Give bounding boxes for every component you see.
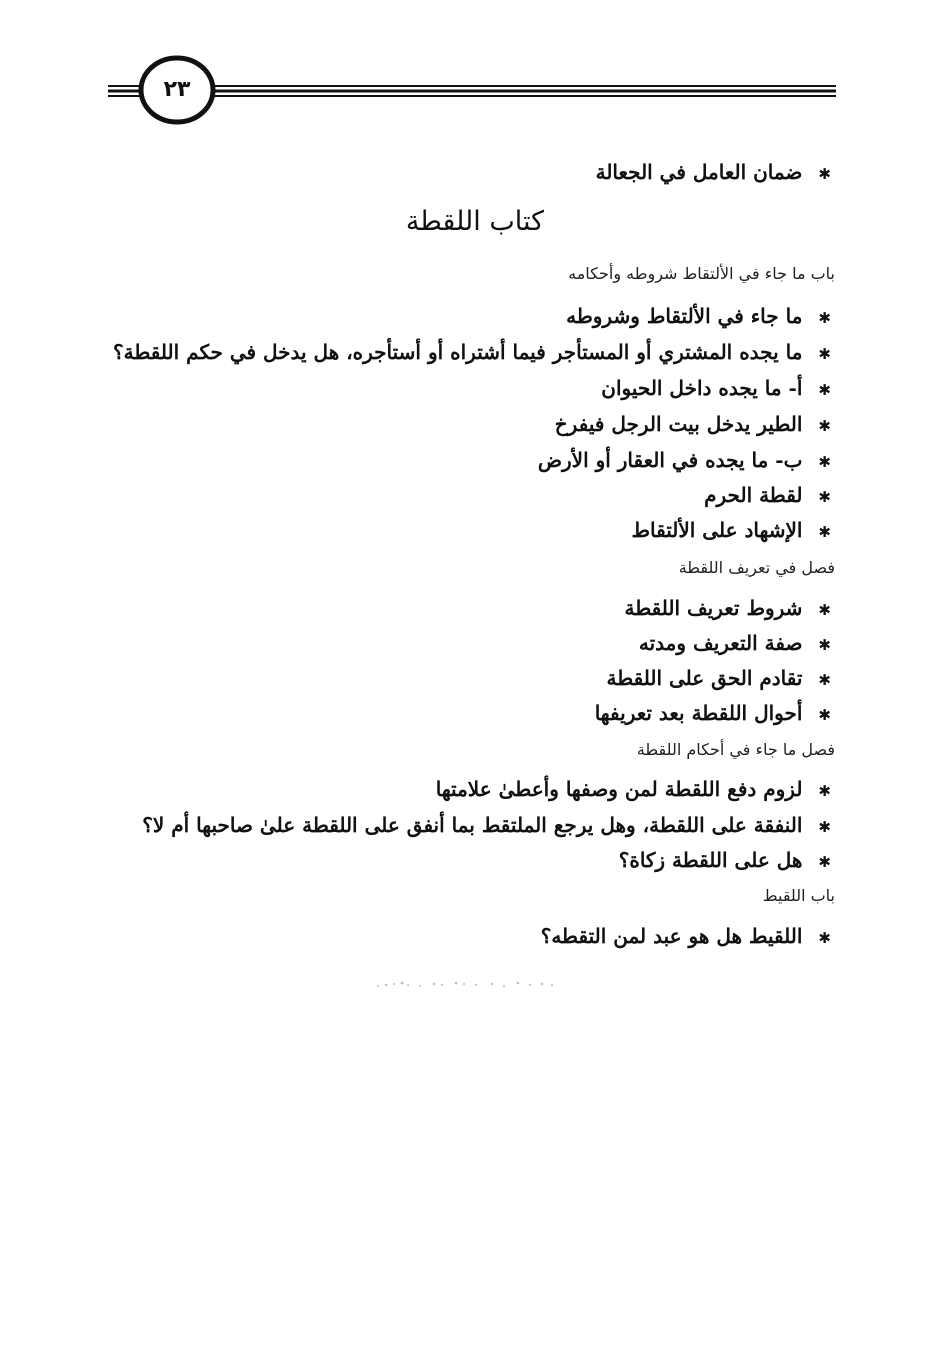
asterisk-bullet-icon: ✱ (818, 817, 831, 836)
list-item-text: صفة التعريف ومدته (638, 631, 803, 655)
scan-artifact (372, 976, 558, 990)
asterisk-bullet-icon: ✱ (818, 344, 831, 363)
asterisk-bullet-icon: ✱ (818, 781, 831, 800)
list-item (541, 922, 831, 952)
asterisk-bullet-icon: ✱ (818, 308, 831, 327)
list-item (704, 481, 831, 511)
list-item-text: ما جاء في الألتقاط وشروطه (566, 304, 803, 328)
section-heading: فصل ما جاء في أحكام اللقطة (636, 740, 835, 759)
asterisk-bullet-icon: ✱ (818, 164, 831, 183)
list-item-text: لقطة الحرم (704, 483, 803, 507)
list-item-text: الإشهاد على الألتقاط (631, 518, 803, 542)
list-item-text: اللقيط هل هو عبد لمن التقطه؟ (540, 924, 803, 948)
list-item-text: ب- ما يجده في العقار أو الأرض (537, 448, 803, 472)
asterisk-bullet-icon: ✱ (818, 452, 831, 471)
list-item (625, 594, 832, 624)
list-item-text: ضمان العامل في الجعالة (595, 160, 803, 184)
asterisk-bullet-icon: ✱ (818, 670, 831, 689)
list-item (632, 516, 831, 546)
list-item-text: تقادم الحق على اللقطة (606, 666, 803, 690)
list-item (566, 302, 831, 332)
list-item (142, 811, 831, 841)
asterisk-bullet-icon: ✱ (818, 487, 831, 506)
list-item (595, 699, 831, 729)
asterisk-bullet-icon: ✱ (818, 416, 831, 435)
asterisk-bullet-icon: ✱ (818, 600, 831, 619)
asterisk-bullet-icon: ✱ (818, 705, 831, 724)
chapter-title: كتاب اللقطة (405, 206, 544, 237)
page-number: ٢٣ (163, 76, 191, 102)
asterisk-bullet-icon: ✱ (818, 852, 831, 871)
list-item-text: هل على اللقطة زكاة؟ (618, 848, 803, 872)
asterisk-bullet-icon: ✱ (818, 522, 831, 541)
list-item-text: ما يجده المشتري أو المستأجر فيما أشتراه أو أستأجره، هل يدخل في حكم اللقطة؟ (113, 340, 803, 364)
list-item (538, 446, 831, 476)
list-item (555, 410, 831, 440)
asterisk-bullet-icon: ✱ (818, 380, 831, 399)
list-item-text: شروط تعريف اللقطة (624, 596, 803, 620)
list-item (436, 775, 831, 805)
list-item (113, 338, 831, 368)
list-item (601, 374, 831, 404)
list-item (639, 629, 831, 659)
section-heading: باب اللقيط (762, 886, 835, 905)
list-item-text: الطير يدخل بيت الرجل فيفرخ (554, 412, 803, 436)
list-item (619, 846, 831, 876)
list-item (606, 664, 831, 694)
section-heading: فصل في تعريف اللقطة (678, 558, 835, 577)
list-item-text: لزوم دفع اللقطة لمن وصفها وأعطىٰ علامتها (435, 777, 803, 801)
list-item (596, 158, 831, 188)
asterisk-bullet-icon: ✱ (818, 635, 831, 654)
section-heading: باب ما جاء في الألتقاط شروطه وأحكامه (568, 264, 835, 283)
asterisk-bullet-icon: ✱ (818, 928, 831, 947)
list-item-text: النفقة على اللقطة، وهل يرجع الملتقط بما أنفق على اللقطة علىٰ صاحبها أم لا؟ (142, 813, 803, 837)
list-item-text: أحوال اللقطة بعد تعريفها (594, 701, 803, 725)
list-item-text: أ- ما يجده داخل الحيوان (601, 376, 803, 400)
